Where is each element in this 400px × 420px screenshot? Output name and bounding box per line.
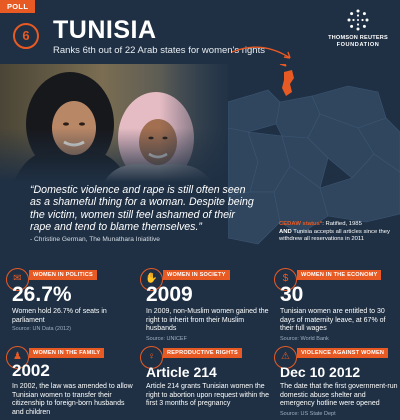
- female-icon: ♀: [140, 346, 163, 369]
- cedaw-status: [279, 221, 397, 244]
- rank-badge: 6: [13, 23, 39, 49]
- page-title: TUNISIA: [53, 16, 157, 44]
- stat-description: Women hold 26.7% of seats in parliament: [12, 308, 107, 324]
- logo-sub: FOUNDATION: [336, 42, 380, 48]
- logo-name: THOMSON REUTERS: [328, 35, 388, 41]
- shield-icon: ⚠: [274, 346, 297, 369]
- stat-value: 30: [280, 283, 304, 306]
- quote-source: - Christine German, The Munathara Iniatitive: [30, 236, 160, 243]
- stat-value: Article 214: [146, 364, 217, 380]
- stat-label: VIOLENCE AGAINST WOMEN: [297, 348, 388, 358]
- stat-label: WOMEN IN POLITICS: [29, 270, 97, 280]
- page-subtitle: Ranks 6th out of 22 Arab states for women's rights: [53, 45, 265, 56]
- family-icon: ♟: [6, 346, 29, 369]
- quote-text: “Domestic violence and rape is still often seen as a shameful thing for a woman. Despite being the victim, women still feel ashamed of their rape and tend to blame themselves.”: [30, 184, 254, 233]
- stat-violence-against-women: [274, 346, 398, 420]
- stat-source: Source: UN Data (2012): [12, 326, 71, 332]
- hands-icon: ✋: [140, 268, 163, 291]
- cedaw-label: CEDAW status*: [279, 221, 323, 227]
- stat-value: 2002: [12, 361, 50, 380]
- cedaw-status-value: : Ratified, 1985: [322, 221, 362, 227]
- stat-description: In 2002, the law was amended to allow Tunisian women to transfer their citizenship to foreign-born husbands and children: [12, 383, 133, 416]
- poll-tag: POLL: [0, 0, 35, 13]
- stat-women-in-politics: [6, 268, 136, 338]
- thomson-reuters-logo: [322, 8, 394, 49]
- stat-source: Source: World Bank: [280, 336, 329, 342]
- stat-women-in-economy: [274, 268, 398, 342]
- stat-description: Tunisian women are entitled to 30 days of maternity leave, at 67% of their full wages: [280, 308, 386, 333]
- stat-description: In 2009, non-Muslim women gained the right to inherit from their Muslim husbands: [146, 308, 269, 333]
- tunisia-highlight: [282, 70, 294, 96]
- stat-reproductive-rights: [140, 346, 270, 420]
- cedaw-emph: AND: [279, 228, 292, 235]
- header: [0, 0, 400, 64]
- stat-label: WOMEN IN THE ECONOMY: [297, 270, 381, 280]
- pointer-arrow: [232, 40, 292, 64]
- cedaw-detail: Tunisia accepts all articles since they withdrew all reservations in 2011: [279, 228, 390, 243]
- stat-source: Source: UNICEF: [146, 336, 187, 342]
- stat-source: Source: US State Dept: [280, 411, 336, 417]
- stat-value: 26.7%: [12, 283, 72, 306]
- stat-description: The date that the first government-run domestic abuse shelter and emergency hotline were opened: [280, 383, 398, 408]
- stat-label: REPRODUCTIVE RIGHTS: [163, 348, 242, 358]
- photo-two-women: [0, 62, 228, 182]
- ballot-icon: ✉: [6, 268, 29, 291]
- money-icon: $: [274, 268, 297, 291]
- stat-women-in-family: [6, 346, 136, 420]
- stat-value: Dec 10 2012: [280, 364, 361, 380]
- photo-illustration: [0, 62, 228, 182]
- stat-value: 2009: [146, 283, 193, 306]
- stat-women-in-society: [140, 268, 270, 342]
- stat-description: Article 214 grants Tunisian women the right to abortion upon request within the first 3 months of pregnancy: [146, 383, 269, 408]
- stat-label: WOMEN IN SOCIETY: [163, 270, 230, 280]
- reuters-dots-icon: [346, 8, 370, 32]
- stat-label: WOMEN IN THE FAMILY: [29, 348, 104, 358]
